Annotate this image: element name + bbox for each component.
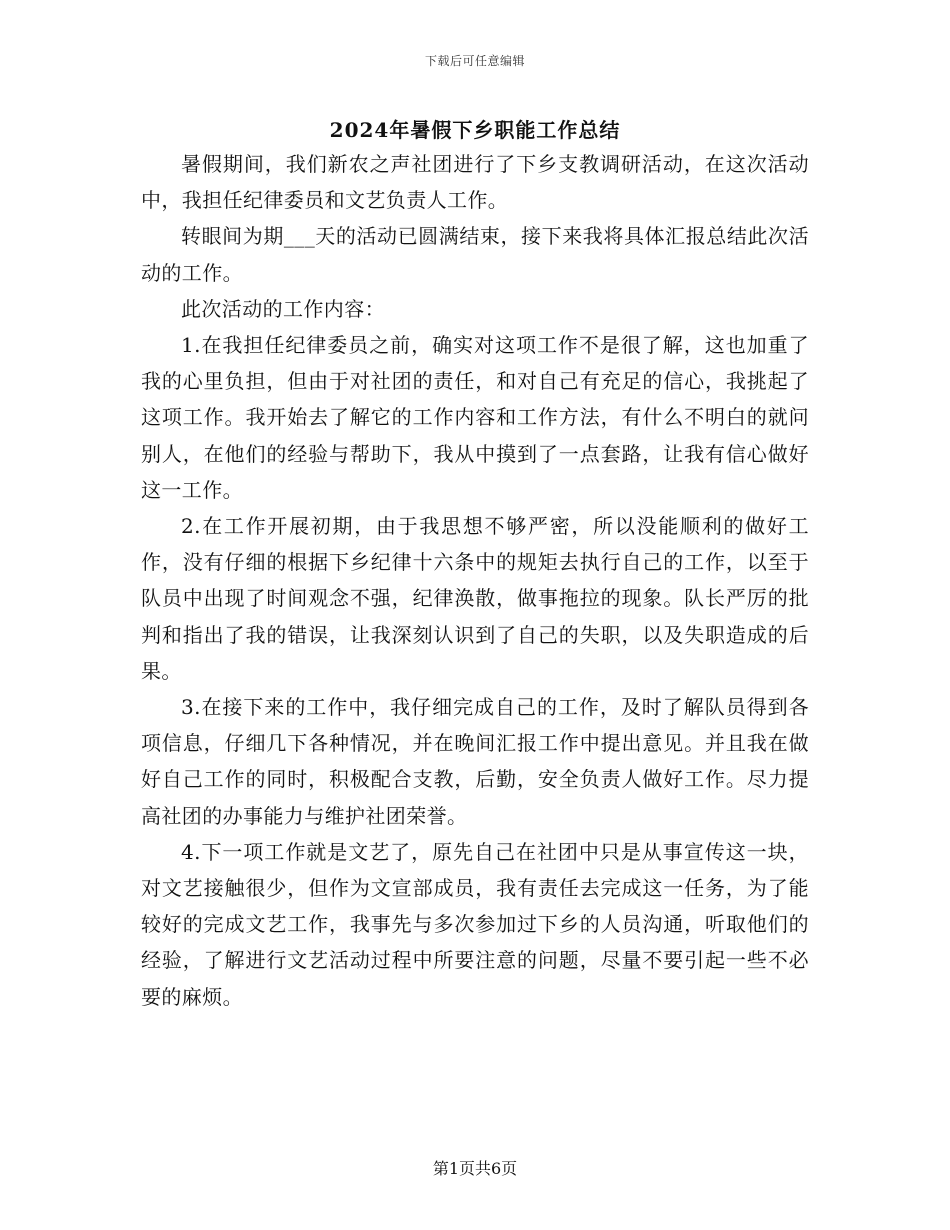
page-number-footer: 第1页共6页	[432, 1159, 518, 1178]
paragraph-content-heading: 此次活动的工作内容：	[181, 296, 385, 321]
paragraph-intro: 暑假期间，我们新农之声社团进行了下乡支教调研活动，在这次活动中，我担任纪律委员和文艺负责人工作。	[141, 152, 809, 213]
paragraph-item-2: 2.在工作开展初期，由于我思想不够严密，所以没能顺利的做好工作，没有仔细的根据下乡纪律十六条中的规矩去执行自己的工作，以至于队员中出现了时间观念不强，纪律涣散，做事拖拉的现象。队长严厉的批判和指出了我的错误，让我深刻认识到了自己的失职，以及失职造成的后果。	[141, 514, 809, 683]
document-body	[141, 146, 809, 1015]
paragraph-item-4: 4.下一项工作就是文艺了，原先自己在社团中只是从事宣传这一块，对文艺接触很少，但作为文宣部成员，我有责任去完成这一任务，为了能较好的完成文艺工作，我事先与多次参加过下乡的人员沟通，听取他们的经验，了解进行文艺活动过程中所要注意的问题，尽量不要引起一些不必要的麻烦。	[141, 839, 809, 1009]
paragraph-item-1: 1.在我担任纪律委员之前，确实对这项工作不是很了解，这也加重了我的心里负担，但由于对社团的责任，和对自己有充足的信心，我挑起了这项工作。我开始去了解它的工作内容和工作方法，有什么不明白的就问别人，在他们的经验与帮助下，我从中摸到了一点套路，让我有信心做好这一工作。	[141, 333, 809, 502]
paragraph-item-3: 3.在接下来的工作中，我仔细完成自己的工作，及时了解队员得到各项信息，仔细几下各种情况，并在晚间汇报工作中提出意见。并且我在做好自己工作的同时，积极配合支教，后勤，安全负责人做好工作。尽力提高社团的办事能力与维护社团荣誉。	[141, 695, 809, 828]
header-note: 下载后可任意编辑	[424, 54, 525, 68]
paragraph-summary-lead: 转眼间为期___天的活动已圆满结束，接下来我将具体汇报总结此次活动的工作。	[141, 224, 809, 285]
document-title: 2024年暑假下乡职能工作总结	[329, 118, 621, 142]
